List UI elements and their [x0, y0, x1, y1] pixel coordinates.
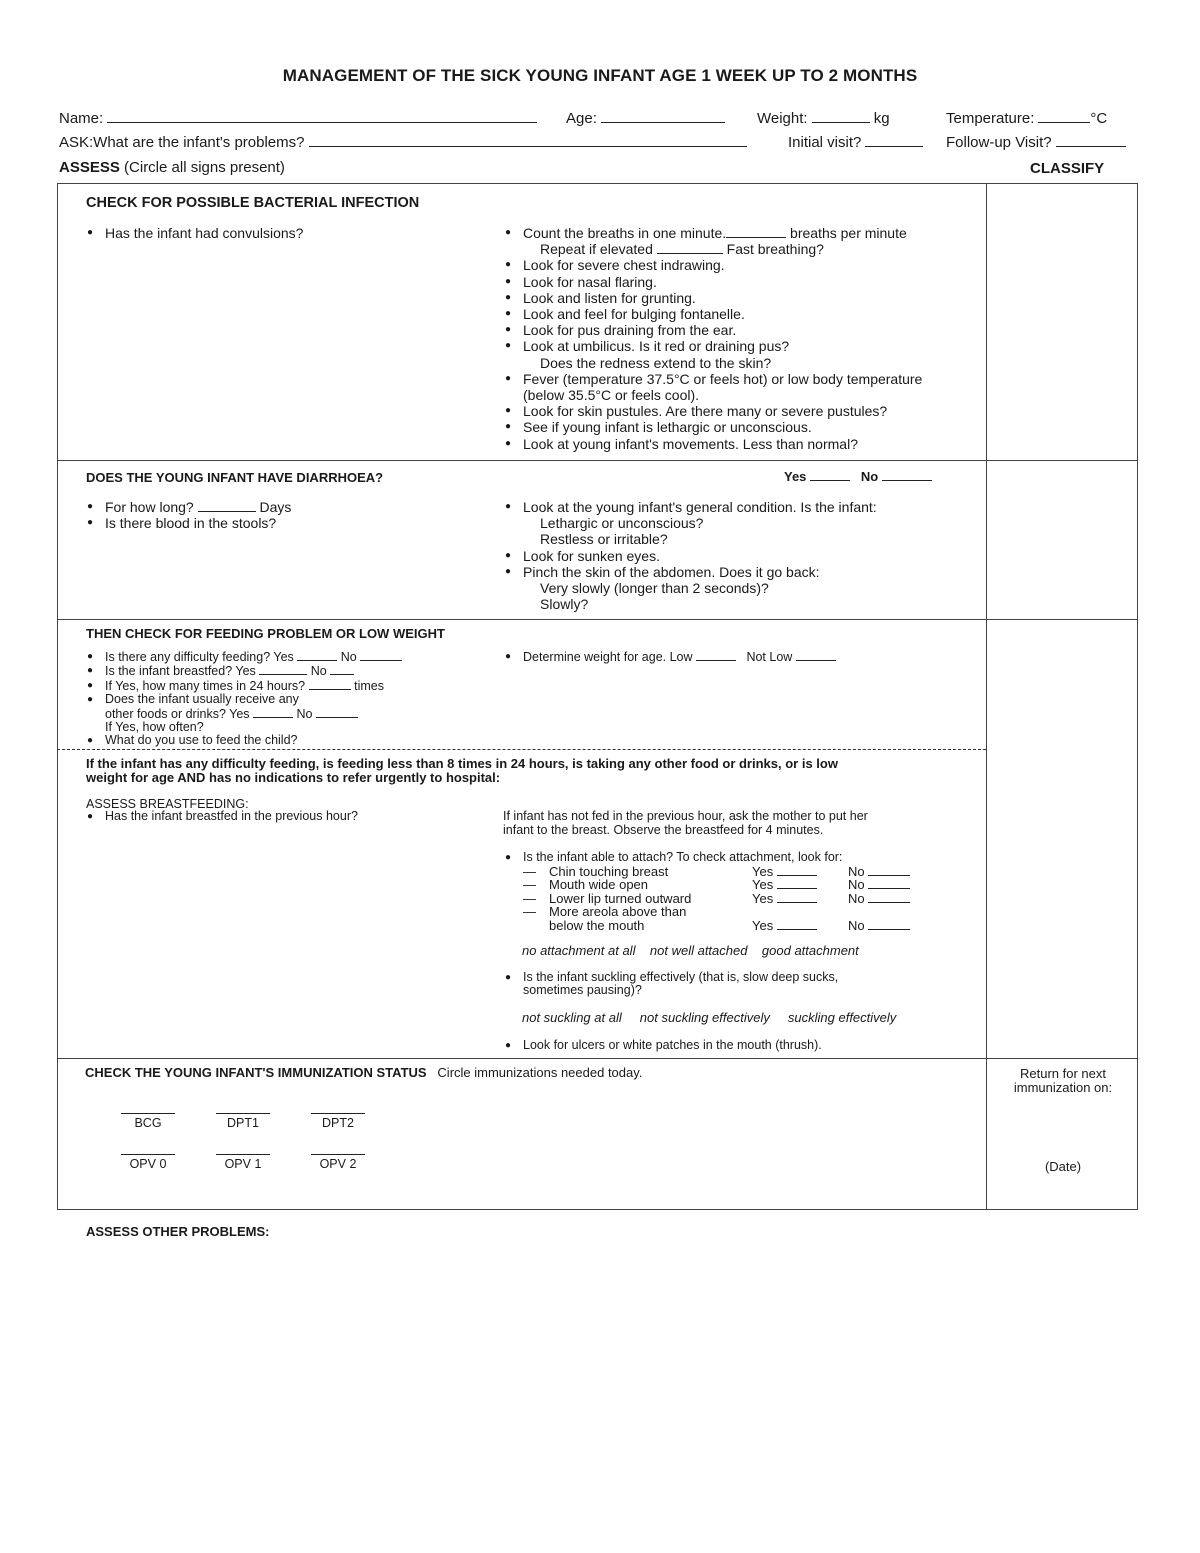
list-item: ● Determine weight for age. Low Not Low [505, 650, 836, 664]
classify-heading: CLASSIFY [1030, 160, 1105, 177]
feeding-section-title: THEN CHECK FOR FEEDING PROBLEM OR LOW WEIGHT [86, 626, 445, 641]
list-item: ● Look for sunken eyes. [505, 548, 877, 564]
weight-unit: kg [873, 110, 890, 127]
suckling-options[interactable]: not suckling at all not suckling effectively suckling effectively [522, 1010, 897, 1025]
assess-heading [59, 159, 285, 176]
breastfeeding-left-list [87, 810, 358, 823]
attachment-options[interactable]: no attachment at all not well attached good attachment [522, 943, 859, 958]
page-title: MANAGEMENT OF THE SICK YOUNG INFANT AGE 1 WEEK UP TO 2 MONTHS [282, 66, 918, 85]
name-blank[interactable] [107, 111, 537, 123]
age-label: Age: [566, 110, 597, 127]
return-note: Return for next immunization on: [1013, 1066, 1113, 1095]
problems-field[interactable] [59, 134, 747, 151]
diarrhoea-left-list [87, 499, 291, 531]
diarrhoea-yes-no[interactable]: Yes No [784, 470, 932, 484]
initial-visit-label: Initial visit? [788, 134, 862, 151]
followup-label: Follow-up Visit? [946, 134, 1052, 151]
list-item: ● Look at young infant's movements. Less than normal? [505, 436, 922, 452]
name-field[interactable] [59, 110, 537, 127]
list-item: ● If Yes, how many times in 24 hours? times [87, 679, 402, 693]
bacterial-left-list [87, 225, 303, 241]
weight-blank[interactable] [812, 111, 870, 123]
immunization-opv2[interactable]: OPV 2 [311, 1154, 365, 1171]
assess-breastfeeding-label: ASSESS BREASTFEEDING: [86, 797, 249, 811]
thrush-list [505, 1039, 822, 1052]
list-item: ● Look at umbilicus. Is it red or draining pus? Does the redness extend to the skin? [505, 338, 922, 370]
temperature-field[interactable] [946, 110, 1107, 127]
initial-visit-blank[interactable] [865, 135, 923, 147]
list-item: ● Has the infant breastfed in the previous hour? [87, 810, 358, 823]
list-item: ● Look at the young infant's general condition. Is the infant: Lethargic or unconscious? Restless or irritable? [505, 499, 877, 548]
weight-field[interactable] [757, 110, 890, 127]
feeding-condition: If the infant has any difficulty feeding, is feeding less than 8 times in 24 hours, is taking any other food or drinks, or is low weight for age AND has no indications to refer urgently to hospital: [86, 756, 838, 785]
diarrhoea-section-title: DOES THE YOUNG INFANT HAVE DIARRHOEA? [86, 470, 384, 485]
list-item: ● Look and listen for grunting. [505, 290, 922, 306]
immunization-dpt1[interactable]: DPT1 [216, 1113, 270, 1130]
weight-label: Weight: [757, 110, 808, 127]
list-item: ● Fever (temperature 37.5°C or feels hot) or low body temperature (below 35.5°C or feels cool). [505, 371, 922, 403]
list-item: ● See if young infant is lethargic or unconscious. [505, 419, 922, 435]
list-item: ● Does the infant usually receive any other foods or drinks? Yes No If Yes, how often? [87, 693, 402, 734]
list-item: ● What do you use to feed the child? [87, 734, 402, 747]
immunization-opv0[interactable]: OPV 0 [121, 1154, 175, 1171]
ask-label: ASK:What are the infant's problems? [59, 134, 305, 151]
attachment-row: — More areola above than [523, 904, 687, 920]
followup-blank[interactable] [1056, 135, 1126, 147]
section-divider [57, 619, 1138, 620]
assess-note: (Circle all signs present) [124, 159, 285, 176]
immunization-opv1[interactable]: OPV 1 [216, 1154, 270, 1171]
list-item: ● Is the infant breastfed? Yes No [87, 664, 402, 678]
repeat-blank[interactable] [657, 243, 723, 254]
list-item: ● Look for ulcers or white patches in the mouth (thrush). [505, 1039, 822, 1052]
list-item: ● Look and feel for bulging fontanelle. [505, 306, 922, 322]
temperature-unit: °C [1090, 110, 1108, 127]
attachment-row: — Mouth wide open Yes No [523, 878, 910, 891]
days-blank[interactable] [198, 501, 256, 512]
temperature-label: Temperature: [946, 110, 1035, 127]
dashed-divider [57, 749, 986, 750]
diarrhoea-right-list [505, 499, 877, 612]
attachment-row: — Chin touching breast Yes No [523, 865, 910, 878]
not-fed-instruction: If infant has not fed in the previous hour, ask the mother to put her infant to the breast. Observe the breastfeed for 4 minutes. [503, 809, 868, 837]
return-date-label[interactable]: (Date) [1044, 1159, 1082, 1174]
problems-blank[interactable] [309, 135, 747, 147]
section-divider [57, 460, 1138, 461]
followup-field[interactable] [946, 134, 1126, 151]
list-item: ● Look for nasal flaring. [505, 274, 922, 290]
list-item: ● Is there any difficulty feeding? Yes No [87, 650, 402, 664]
other-problems-title: ASSESS OTHER PROBLEMS: [86, 1224, 270, 1239]
breaths-blank[interactable] [726, 227, 786, 238]
bacterial-section-title: CHECK FOR POSSIBLE BACTERIAL INFECTION [86, 195, 420, 211]
immunization-bcg[interactable]: BCG [121, 1113, 175, 1130]
assess-label: ASSESS [59, 159, 120, 176]
attachment-checklist [523, 865, 910, 932]
attach-list [505, 851, 842, 864]
suckling-list [505, 971, 838, 998]
attachment-row: — Lower lip turned outward Yes No [523, 892, 910, 905]
temperature-blank[interactable] [1038, 111, 1090, 123]
immunization-dpt2[interactable]: DPT2 [311, 1113, 365, 1130]
list-item: ● Is there blood in the stools? [87, 515, 291, 531]
initial-visit-field[interactable] [788, 134, 923, 151]
age-field[interactable] [566, 110, 725, 127]
list-item: ● Look for skin pustules. Are there many or severe pustules? [505, 403, 922, 419]
bacterial-right-list [505, 225, 922, 452]
immunization-heading: CHECK THE YOUNG INFANT'S IMMUNIZATION STATUS Circle immunizations needed today. [85, 1065, 643, 1080]
list-item: ● Look for severe chest indrawing. [505, 257, 922, 273]
name-label: Name: [59, 110, 104, 127]
classify-column-divider [986, 183, 987, 1210]
weight-for-age-list [505, 650, 836, 664]
list-item: ● Is the infant suckling effectively (that is, slow deep sucks, sometimes pausing)? [505, 971, 838, 998]
list-item: ● For how long? Days [87, 499, 291, 515]
list-item: ● Look for pus draining from the ear. [505, 322, 922, 338]
list-item: ● Pinch the skin of the abdomen. Does it go back: Very slowly (longer than 2 seconds)? Slowly? [505, 564, 877, 613]
age-blank[interactable] [601, 111, 725, 123]
feeding-left-list [87, 650, 402, 748]
section-divider [57, 1058, 1138, 1059]
list-item: ● Count the breaths in one minute. breaths per minute Repeat if elevated Fast breathing? [505, 225, 922, 257]
list-item: ● Is the infant able to attach? To check attachment, look for: [505, 851, 842, 864]
list-item: ● Has the infant had convulsions? [87, 225, 303, 241]
attachment-row: below the mouth Yes No [523, 919, 910, 932]
